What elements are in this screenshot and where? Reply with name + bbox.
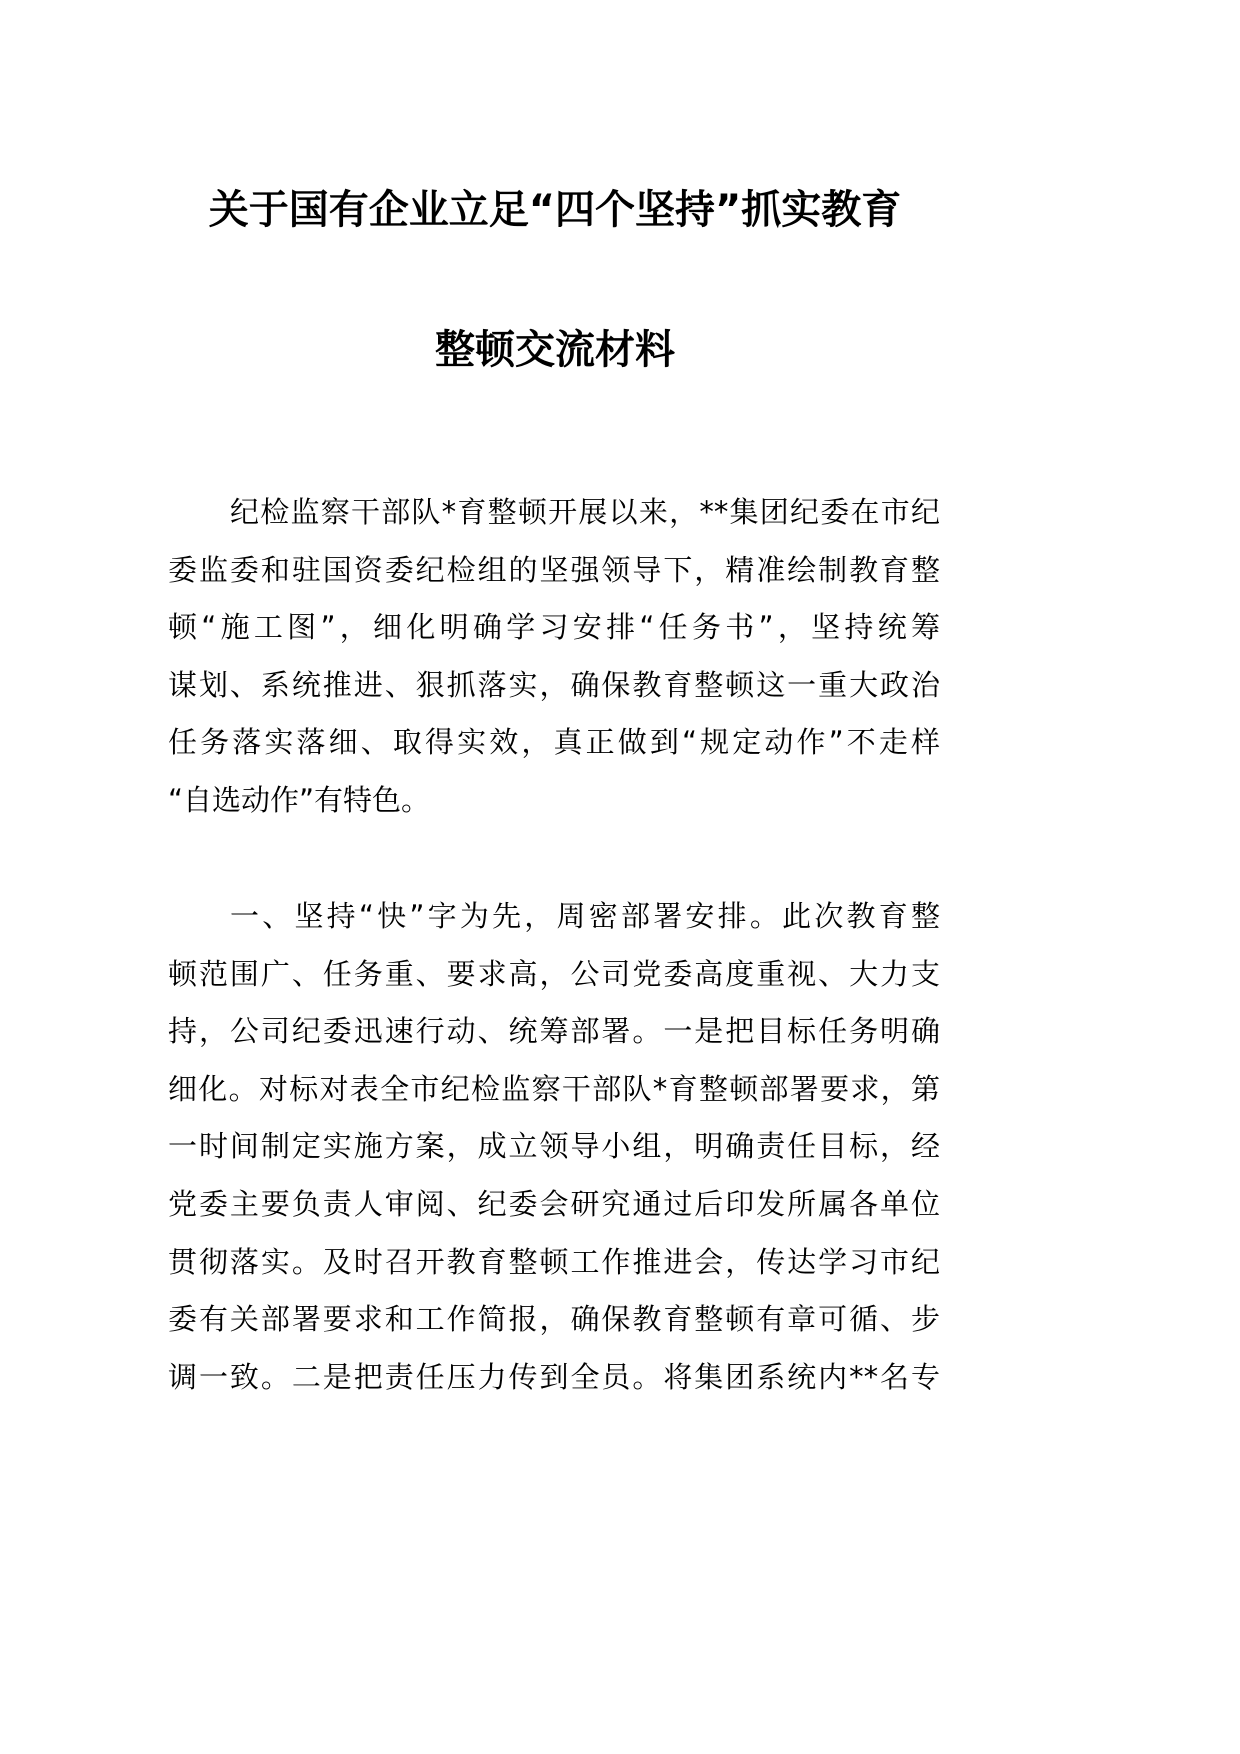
paragraph-line: 委有关部署要求和工作简报，确保教育整顿有章可循、步 [168,1302,940,1337]
paragraph-line: 细化。对标对表全市纪检监察干部队*育整顿部署要求，第 [168,1071,940,1106]
paragraph-line: 一、坚持“快”字为先，周密部署安排。此次教育整 [230,899,940,933]
paragraph-intro [168,484,940,830]
document-title-line-2: 整顿交流材料 [435,327,675,373]
paragraph-line: “自选动作”有特色。 [168,782,431,817]
paragraph-line: 顿范围广、任务重、要求高，公司党委高度重视、大力支 [168,956,940,991]
paragraph-line: 持，公司纪委迅速行动、统筹部署。一是把目标任务明确 [168,1014,940,1049]
document-title-line-1: 关于国有企业立足“四个坚持”抓实教育 [208,187,902,233]
paragraph-section-1 [168,888,940,1406]
paragraph-line: 党委主要负责人审阅、纪委会研究通过后印发所属各单位 [168,1186,940,1221]
paragraph-line: 任务落实落细、取得实效，真正做到“规定动作”不走样 [168,725,940,760]
paragraph-line: 纪检监察干部队*育整顿开展以来，**集团纪委在市纪 [230,495,940,529]
paragraph-line: 贯彻落实。及时召开教育整顿工作推进会，传达学习市纪 [168,1244,940,1279]
paragraph-line: 调一致。二是把责任压力传到全员。将集团系统内**名专 [168,1359,940,1394]
paragraph-line: 一时间制定实施方案，成立领导小组，明确责任目标，经 [168,1129,940,1164]
paragraph-line: 顿“施工图”，细化明确学习安排“任务书”，坚持统筹 [168,610,940,645]
paragraph-line: 委监委和驻国资委纪检组的坚强领导下，精准绘制教育整 [168,552,940,587]
paragraph-line: 谋划、系统推进、狠抓落实，确保教育整顿这一重大政治 [168,667,940,702]
